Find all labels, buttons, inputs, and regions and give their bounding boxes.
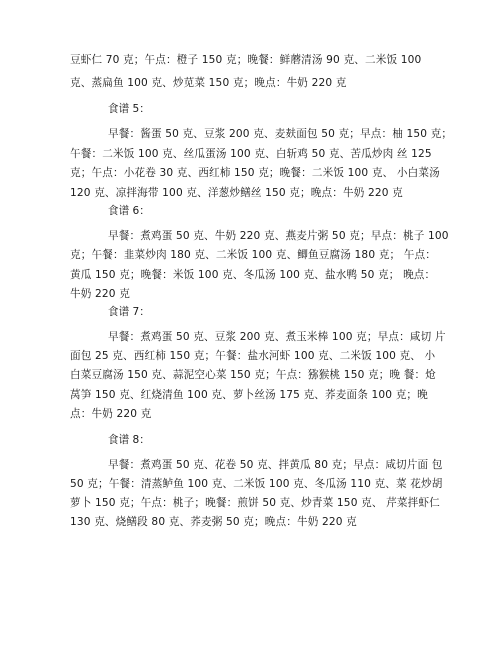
recipe-8-line-4: 130 克、烧鳝段 80 克、荞麦粥 50 克；晚点：牛奶 220 克 xyxy=(70,516,357,528)
recipe-7-title: 食谱 7： xyxy=(108,306,150,318)
recipe-6-line-2: 克；午餐：韭菜炒肉 180 克、二米饭 100 克、鲫鱼豆腐汤 180 克； 午点： xyxy=(70,249,436,261)
recipe-7-line-3: 白菜豆腐汤 150 克、蒜泥空心菜 150 克；午点：猕猴桃 150 克；晚 餐：炝 xyxy=(70,369,436,381)
recipe-8-line-1: 早餐：煮鸡蛋 50 克、花卷 50 克、拌黄瓜 80 克；早点：咸切片面 包 xyxy=(108,459,443,471)
intro-line-1: 豆虾仁 70 克；午点：橙子 150 克；晚餐：鲜蘑清汤 90 克、二米饭 100 xyxy=(70,54,422,66)
recipe-5-line-4: 120 克、凉拌海带 100 克、洋葱炒鳝丝 150 克；晚点：牛奶 220 克 xyxy=(70,187,403,199)
recipe-7-line-4: 莴笋 150 克、红烧清鱼 100 克、萝卜丝汤 175 克、荞麦面条 100 克；晚 xyxy=(70,389,428,401)
intro-line-2: 克、蒸扁鱼 100 克、炒苋菜 150 克；晚点：牛奶 220 克 xyxy=(70,77,347,89)
recipe-7-line-1: 早餐：煮鸡蛋 50 克、豆浆 200 克、煮玉米棒 100 克；早点：咸切 片 xyxy=(108,331,446,343)
recipe-8-line-2: 50 克；午餐：清蒸鲈鱼 100 克、二米饭 100 克、冬瓜汤 110 克、菜 花炒胡 xyxy=(70,478,443,490)
recipe-8-title: 食谱 8： xyxy=(108,434,150,446)
recipe-6-line-1: 早餐：煮鸡蛋 50 克、牛奶 220 克、燕麦片粥 50 克；早点：桃子 100 xyxy=(108,230,449,242)
recipe-7-line-5: 点：牛奶 220 克 xyxy=(70,408,152,420)
recipe-6-line-4: 牛奶 220 克 xyxy=(70,288,130,300)
recipe-6-title: 食谱 6： xyxy=(108,205,150,217)
recipe-6-line-3: 黄瓜 150 克；晚餐：米饭 100 克、冬瓜汤 100 克、盐水鸭 50 克； 晚点： xyxy=(70,269,436,281)
recipe-5-title: 食谱 5： xyxy=(108,103,150,115)
recipe-7-line-2: 面包 25 克、西红柿 150 克；午餐：盐水河虾 100 克、二米饭 100 克、 小 xyxy=(70,350,436,362)
recipe-8-line-3: 萝卜 150 克；午点：桃子；晚餐：煎饼 50 克、炒青菜 150 克、 芹菜拌虾仁 xyxy=(70,497,440,509)
recipe-5-line-1: 早餐：酱蛋 50 克、豆浆 200 克、麦麸面包 50 克；早点：柚 150 克； xyxy=(108,128,453,140)
recipe-5-line-3: 克；午点：小花卷 30 克、西红柿 150 克；晚餐：二米饭 100 克、 小白菜汤 xyxy=(70,167,440,179)
recipe-5-line-2: 午餐：二米饭 100 克、丝瓜蛋汤 100 克、白斩鸡 50 克、苦瓜炒肉 丝 125 xyxy=(70,148,432,160)
